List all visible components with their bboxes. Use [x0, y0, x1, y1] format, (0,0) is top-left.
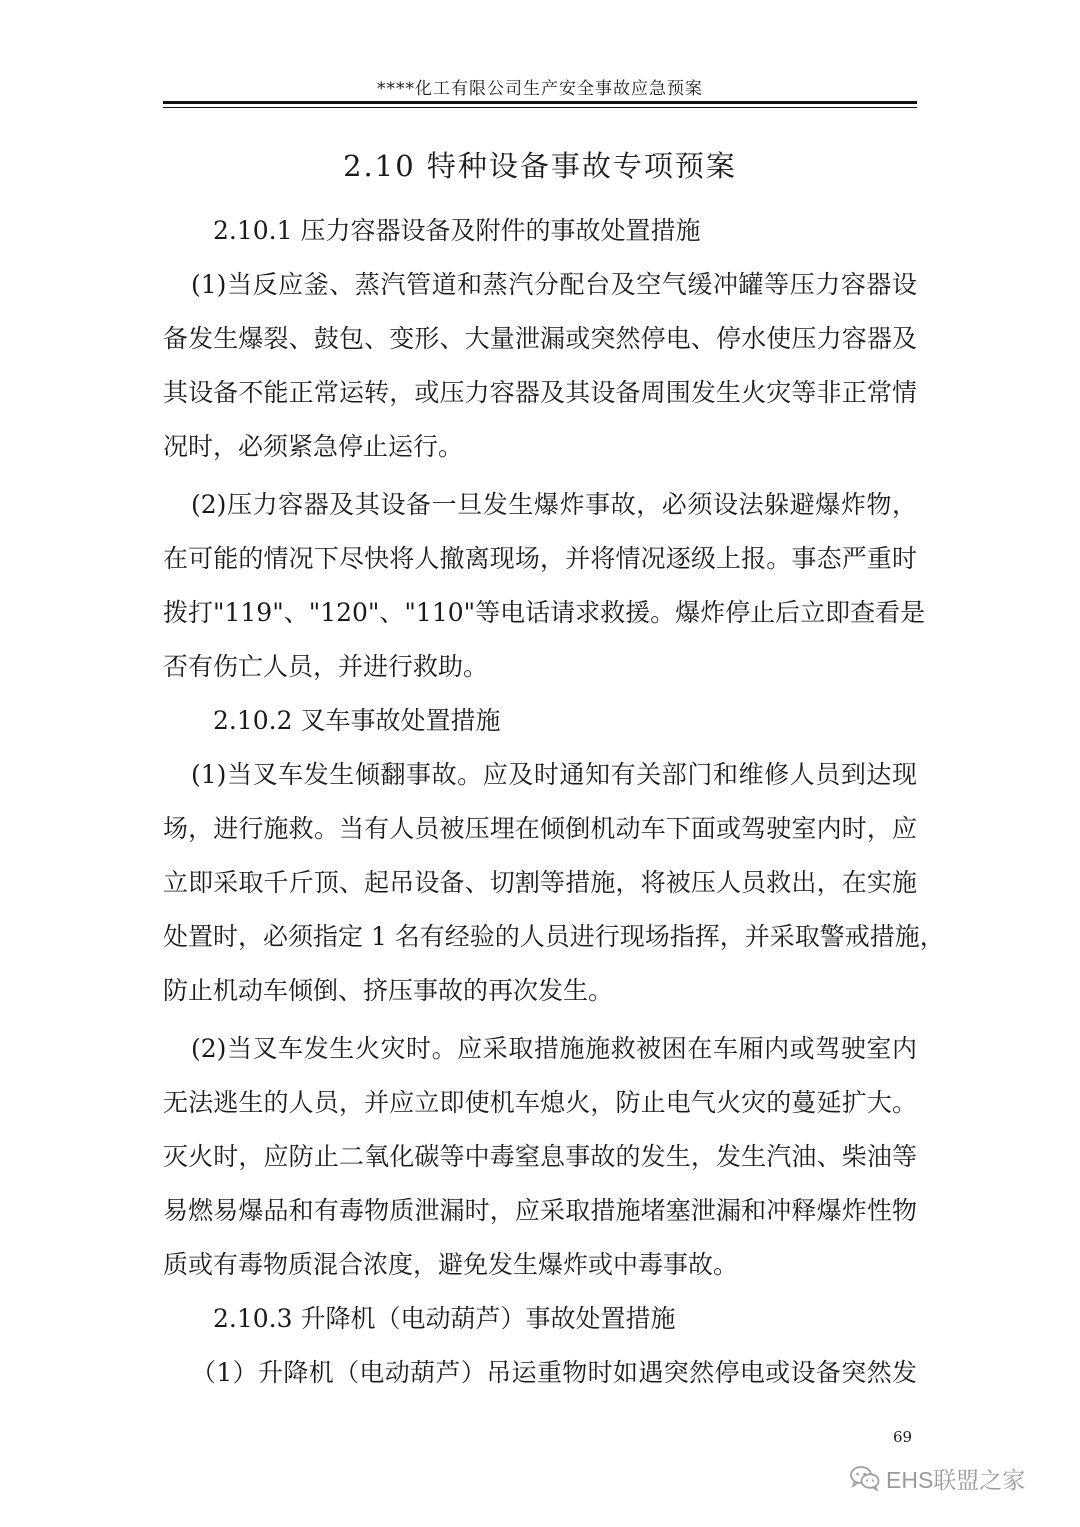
document-header: ****化工有限公司生产安全事故应急预案: [377, 79, 703, 99]
paragraph-2-10-2-2: [163, 1022, 917, 1292]
page-number: 69: [893, 1428, 913, 1446]
paragraph-2-10-3-1: [163, 1346, 917, 1400]
paragraph-line: 无法逃生的人员，并应立即使机车熄火，防止电气火灾的蔓延扩大。: [163, 1088, 917, 1117]
paragraph-2-10-1-2: [163, 478, 926, 694]
paragraph-line: (2)压力容器及其设备一旦发生爆炸事故，必须设法躲避爆炸物，: [191, 490, 917, 519]
subsection-heading-2-10-2: [163, 694, 917, 748]
subsection-heading: 2.10.1 压力容器设备及附件的事故处置措施: [213, 216, 701, 245]
paragraph-line: 否有伤亡人员，并进行救助。: [163, 652, 489, 681]
paragraph-line: 易燃易爆品和有毒物质泄漏时，应采取措施堵塞泄漏和冲释爆炸性物: [163, 1196, 917, 1225]
paragraph-line: (2)当叉车发生火灾时。应采取措施施救被困在车厢内或驾驶室内: [191, 1034, 917, 1063]
paragraph-line: (1)当叉车发生倾翻事故。应及时通知有关部门和维修人员到达现: [191, 760, 917, 789]
paragraph-line: 拨打"119"、"120"、"110"等电话请求救援。爆炸停止后立即查看是: [163, 598, 926, 627]
paragraph-line: 质或有毒物质混合浓度，避免发生爆炸或中毒事故。: [163, 1250, 739, 1279]
paragraph-line: 立即采取千斤顶、起吊设备、切割等措施，将被压人员救出，在实施: [163, 868, 917, 897]
paragraph-2-10-1-1: [163, 258, 917, 474]
subsection-heading-2-10-3: [163, 1292, 917, 1346]
header-rule-thick: [163, 101, 917, 104]
paragraph-line: 其设备不能正常运转，或压力容器及其设备周围发生火灾等非正常情: [163, 378, 917, 407]
watermark: [850, 1462, 1025, 1494]
paragraph-line: 场，进行施救。当有人员被压埋在倾倒机动车下面或驾驶室内时，应: [163, 814, 917, 843]
section-title: 2.10 特种设备事故专项预案: [343, 149, 737, 183]
paragraph-line: 备发生爆裂、鼓包、变形、大量泄漏或突然停电、停水使压力容器及: [163, 324, 917, 353]
wechat-icon: [850, 1465, 880, 1491]
paragraph-line: （1）升降机（电动葫芦）吊运重物时如遇突然停电或设备突然发: [191, 1358, 917, 1387]
paragraph-line: (1)当反应釜、蒸汽管道和蒸汽分配台及空气缓冲罐等压力容器设: [191, 270, 917, 299]
paragraph-line: 防止机动车倾倒、挤压事故的再次发生。: [163, 976, 614, 1005]
paragraph-2-10-2-1: [163, 748, 945, 1018]
paragraph-line: 处置时，必须指定 1 名有经验的人员进行现场指挥，并采取警戒措施，: [163, 922, 945, 951]
subsection-heading-2-10-1: [163, 204, 917, 258]
watermark-text: EHS联盟之家: [886, 1466, 1026, 1493]
paragraph-line: 灭火时，应防止二氧化碳等中毒窒息事故的发生，发生汽油、柴油等: [163, 1142, 917, 1171]
paragraph-line: 况时，必须紧急停止运行。: [163, 432, 464, 461]
header-rule-thin: [163, 107, 917, 108]
subsection-heading: 2.10.3 升降机（电动葫芦）事故处置措施: [213, 1304, 676, 1333]
subsection-heading: 2.10.2 叉车事故处置措施: [213, 706, 501, 735]
paragraph-line: 在可能的情况下尽快将人撤离现场，并将情况逐级上报。事态严重时: [163, 544, 917, 573]
